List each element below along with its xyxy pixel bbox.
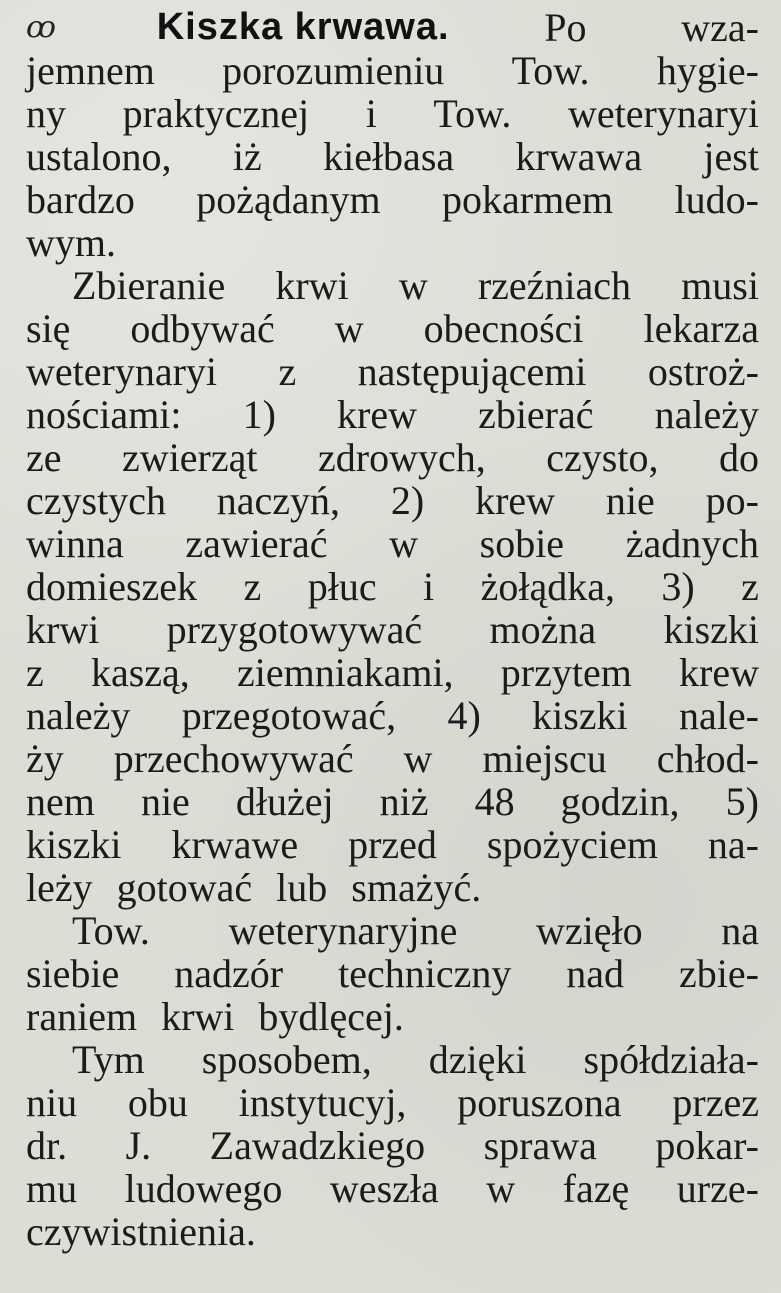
word: naczyń, [216,478,341,523]
word: Tow. [433,91,512,136]
word: ziemniakami, [236,650,454,695]
word: zwierząt [122,435,258,480]
word: nie [140,779,190,824]
word: nad [566,951,625,996]
word: praktycznej [122,91,310,136]
text-line-19 [26,780,759,823]
word: żołądka, [480,564,615,609]
word: przegotować, [181,693,397,738]
word: pokar- [655,1123,759,1168]
word: krew [679,650,759,695]
word: hygie- [656,48,759,93]
word: w [403,736,433,781]
word: z [243,564,262,609]
word: weterynaryi [26,349,218,394]
ornament-glyph: ꝏ [26,11,56,44]
word: wym. [26,220,116,265]
word: kiszki [663,607,759,652]
word: w [486,1166,516,1211]
text-line-3 [26,92,759,135]
word: iż [232,134,262,179]
text-line-6 [26,221,759,264]
word: krwi [275,263,349,308]
text-line-21 [26,866,759,909]
word: zawierać [185,521,328,566]
word: spożyciem [486,822,658,867]
word: zdrowych, [318,435,486,480]
text-line-13 [26,522,759,565]
word: nem [26,779,95,824]
word: domieszek [26,564,198,609]
word: czysto, [546,435,659,480]
text-line-2 [26,49,759,92]
word: krew [475,478,556,523]
text-line-23 [26,952,759,995]
word: instytucyj, [238,1080,407,1125]
word: chłod- [656,736,759,781]
text-line-14 [26,565,759,608]
word: ze [26,435,62,480]
word: niż [379,779,429,824]
word: krwi [26,607,100,652]
word: obecności [423,306,584,351]
word: poruszona [457,1080,622,1125]
word: zbie- [679,951,759,996]
word: lub [276,865,328,910]
word: Tym [72,1037,145,1082]
word: smażyć. [351,865,482,910]
word: lekarza [643,306,759,351]
word: można [489,607,597,652]
word: dr. [26,1123,68,1168]
word: kiełbasa [323,134,455,179]
text-line-26 [26,1081,759,1124]
word: kiszki [532,693,628,738]
text-line-29 [26,1210,759,1253]
word: Zbieranie [72,263,226,308]
word: bydlęcej. [258,994,404,1039]
word: ludo- [674,177,759,222]
word: zbierać [478,392,594,437]
text-line-12 [26,479,759,522]
word: krwawe [171,822,299,867]
word: nościami: [26,392,182,437]
word: jest [703,134,759,179]
word: na- [707,822,759,867]
word: bardzo [26,177,135,222]
word: należy [26,693,131,738]
word: i [365,91,377,136]
word: pożądanym [196,177,381,222]
word: wza- [681,5,759,50]
word: niu [26,1080,78,1125]
word: leży [26,865,93,910]
word: z [741,564,759,609]
word: dzięki [428,1037,527,1082]
text-line-15 [26,608,759,651]
text-line-7 [26,264,759,307]
word: nadzór [174,951,284,996]
word: ostroż- [647,349,759,394]
word: mu [26,1166,78,1211]
text-line-22 [26,909,759,952]
word: krwawa [515,134,643,179]
word: Po [544,5,587,50]
word: czywistnienia. [26,1209,256,1254]
text-line-1 [26,6,759,49]
word: raniem [26,994,138,1039]
word: ludowego [124,1166,283,1211]
word: Tow. [72,908,150,953]
word: ży [26,736,64,781]
word: 48 [474,779,515,824]
word: Tow. [511,48,590,93]
word: i [423,564,435,609]
article-title: Kiszka krwawa. [156,6,450,48]
word: winna [26,521,124,566]
word: do [719,435,759,480]
word: ny [26,91,66,136]
word: gotować [116,865,253,910]
word: żadnych [625,521,759,566]
word: odbywać [130,306,275,351]
word: po- [705,478,759,523]
text-line-27 [26,1124,759,1167]
text-line-20 [26,823,759,866]
word: 5) [725,779,759,824]
text-line-28 [26,1167,759,1210]
text-line-8 [26,307,759,350]
word: przez [672,1080,759,1125]
word: z [278,349,297,394]
word: w [334,306,364,351]
word: przygotowywać [166,607,423,652]
text-line-5 [26,178,759,221]
word: sprawa [483,1123,597,1168]
word: spółdziała- [583,1037,759,1082]
word: nie [605,478,655,523]
word: musi [681,263,759,308]
text-line-11 [26,436,759,479]
word: płuc [307,564,377,609]
word: przed [348,822,437,867]
text-line-10 [26,393,759,436]
word: 1) [242,392,276,437]
word: się [26,306,71,351]
word: fazę [562,1166,630,1211]
word: z [26,650,44,695]
word: weszła [329,1166,439,1211]
text-line-4 [26,135,759,178]
word: w [398,263,428,308]
word: czystych [26,478,166,523]
word: 3) [661,564,695,609]
word: ustalono, [26,134,172,179]
word: godzin, [560,779,680,824]
word: przechowywać [113,736,354,781]
word: następującemi [357,349,587,394]
word: 2) [390,478,425,523]
text-line-25 [26,1038,759,1081]
word: 4) [447,693,481,738]
word: sposobem, [201,1037,372,1082]
text-line-17 [26,694,759,737]
word: w [389,521,418,566]
word: nale- [679,693,759,738]
word: techniczny [338,951,512,996]
word: kaszą, [90,650,190,695]
word: przytem [500,650,632,695]
word: weterynaryi [567,91,759,136]
word: rzeźniach [477,263,632,308]
word: urze- [676,1166,759,1211]
word: jemnem [26,48,155,93]
text-line-18 [26,737,759,780]
word: porozumieniu [222,48,445,93]
text-line-9 [26,350,759,393]
word: na [721,908,759,953]
word: weterynaryjne [228,908,458,953]
word: Zawadzkiego [209,1123,426,1168]
word: pokarmem [442,177,614,222]
word: wzięło [535,908,643,953]
word: miejscu [482,736,607,781]
word: krew [337,392,417,437]
text-line-16 [26,651,759,694]
word: należy [654,392,759,437]
text-line-24 [26,995,759,1038]
word: obu [127,1080,188,1125]
word: sobie [479,521,565,566]
word: J. [125,1123,152,1168]
word: krwi [161,994,235,1039]
word: siebie [26,951,120,996]
word: kiszki [26,822,122,867]
word: dłużej [235,779,334,824]
